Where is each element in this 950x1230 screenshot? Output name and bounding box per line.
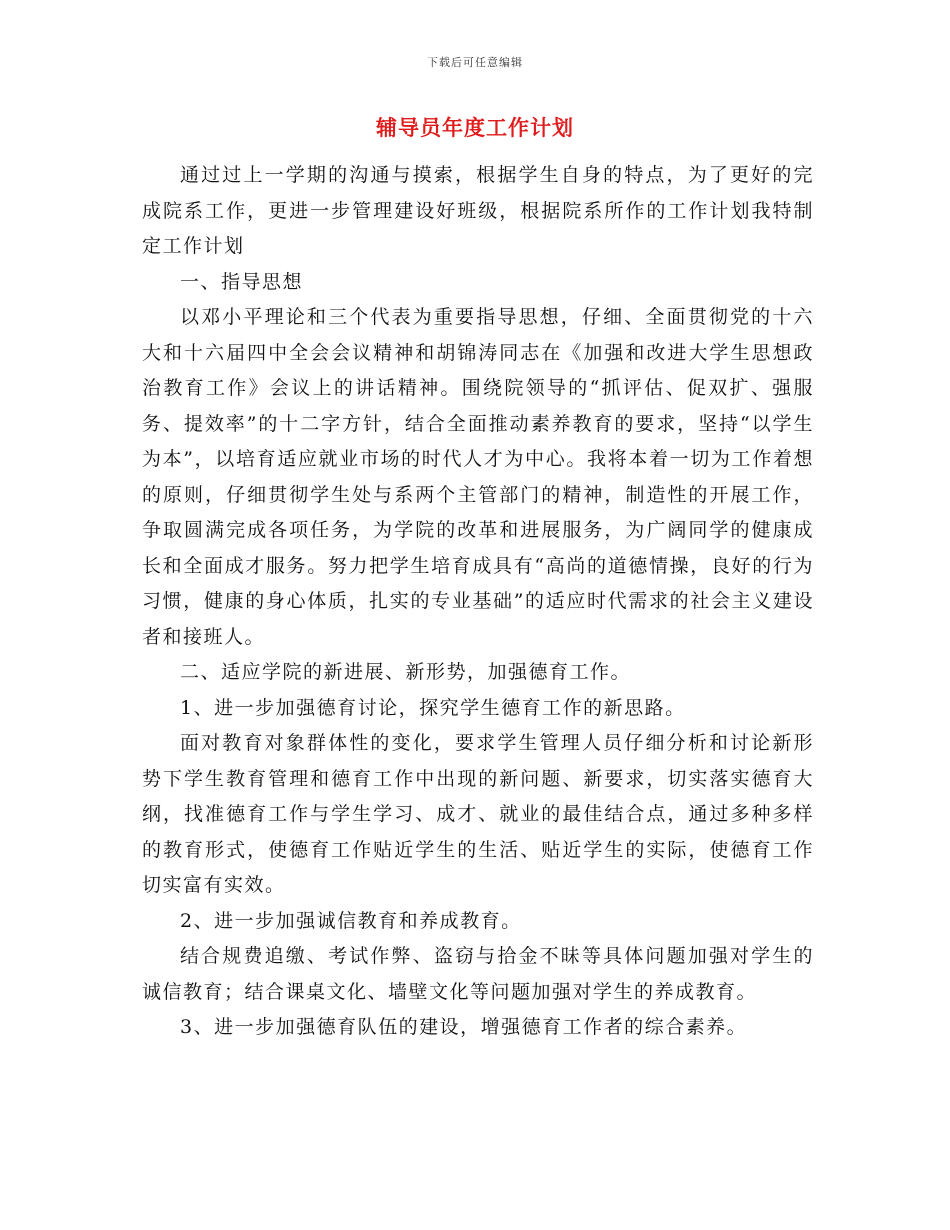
document-title: 辅导员年度工作计划 (376, 115, 574, 140)
subheading-3: 3、进一步加强德育队伍的建设，增强德育工作者的综合素养。 (180, 1016, 748, 1038)
section-heading-guiding-thought: 一、指导思想 (180, 270, 304, 293)
guiding-thought-paragraph: 以邓小平理论和三个代表为重要指导思想，仔细、全面贯彻党的十六大和十六届四中全会会议精神和胡锦涛同志在《加强和改进大学生思想政治教育工作》会议上的讲话精神。围绕院领导的“抓评估、促双扩、强服务、提效率”的十二字方针，结合全面推动素养教育的要求，坚持“以学生为本”，以培育适应就业市场的时代人才为中心。我将本着一切为工作着想的原则，仔细贯彻学生处与系两个主管部门的精神，制造性的开展工作，争取圆满完成各项任务，为学院的改革和进展服务，为广阔同学的健康成长和全面成才服务。努力把学生培育成具有“高尚的道德情操，良好的行为习惯，健康的身心体质，扎实的专业基础”的适应时代需求的社会主义建设者和接班人。 (142, 306, 814, 648)
section-heading-moral-education: 二、适应学院的新进展、新形势，加强德育工作。 (180, 661, 632, 683)
page-header-note: 下载后可任意编辑 (427, 56, 523, 69)
subheading-2: 2、进一步加强诚信教育和养成教育。 (180, 909, 522, 932)
subheading-1: 1、进一步加强德育讨论，探究学生德育工作的新思路。 (180, 696, 686, 719)
subsection-1-paragraph: 面对教育对象群体性的变化，要求学生管理人员仔细分析和讨论新形势下学生教育管理和德育工作中出现的新问题、新要求，切实落实德育大纲，找准德育工作与学生学习、成才、就业的最佳结合点，通过多种多样的教育形式，使德育工作贴近学生的生活、贴近学生的实际，使德育工作切实富有实效。 (142, 732, 814, 896)
subsection-2-paragraph: 结合规费追缴、考试作弊、盗窃与拾金不昧等具体问题加强对学生的诚信教育；结合课桌文化、墙壁文化等问题加强对学生的养成教育。 (142, 945, 814, 1003)
intro-paragraph: 通过过上一学期的沟通与摸索，根据学生自身的特点，为了更好的完成院系工作，更进一步管理建设好班级，根据院系所作的工作计划我特制定工作计划 (142, 164, 814, 257)
document-body (142, 158, 814, 1046)
